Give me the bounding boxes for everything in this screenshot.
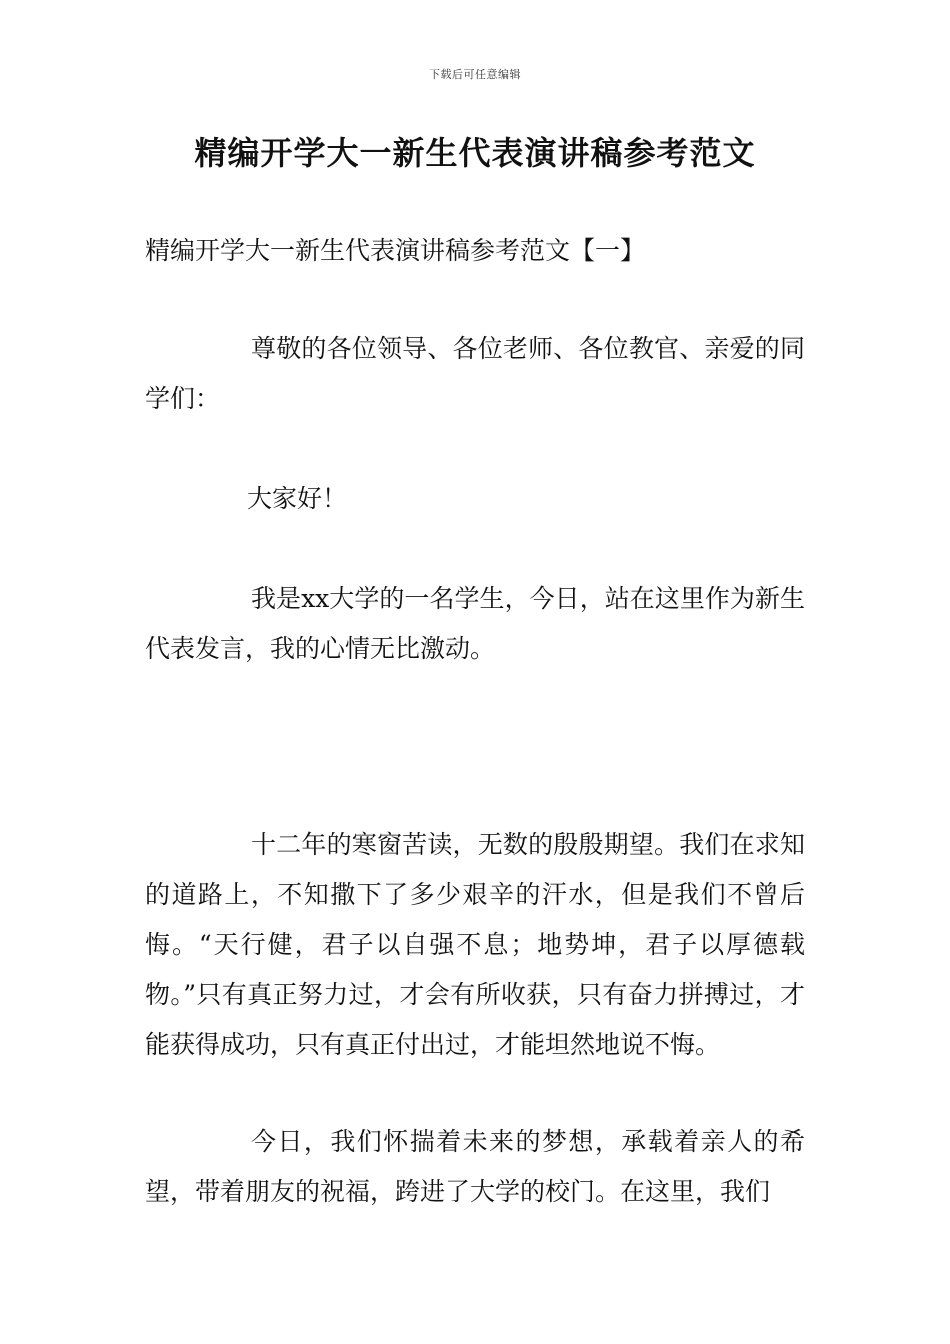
- header-note: 下载后可任意编辑: [429, 68, 521, 81]
- intro-paragraph: 我是xx大学的一名学生，今日，站在这里作为新生代表发言，我的心情无比激动。: [145, 584, 805, 663]
- body-paragraph: 十二年的寒窗苦读，无数的殷殷期望。我们在求知的道路上，不知撒下了多少艰辛的汗水，但是我们不曾后悔。“天行健，君子以自强不息；地势坤，君子以厚德载物。”只有真正努力过，才会有所收获，只有奋力拼搏过，才能获得成功，只有真正付出过，才能坦然地说不悔。: [145, 830, 805, 1059]
- section-heading: 精编开学大一新生代表演讲稿参考范文【一】: [145, 236, 646, 265]
- body-paragraph: 今日，我们怀揣着未来的梦想，承载着亲人的希望，带着朋友的祝福，跨进了大学的校门。在这里，我们: [145, 1127, 805, 1206]
- document-title: 精编开学大一新生代表演讲稿参考范文: [194, 134, 756, 172]
- greeting-paragraph: 尊敬的各位领导、各位老师、各位教官、亲爱的同学们：: [145, 334, 805, 413]
- hello-paragraph: 大家好！: [247, 484, 348, 513]
